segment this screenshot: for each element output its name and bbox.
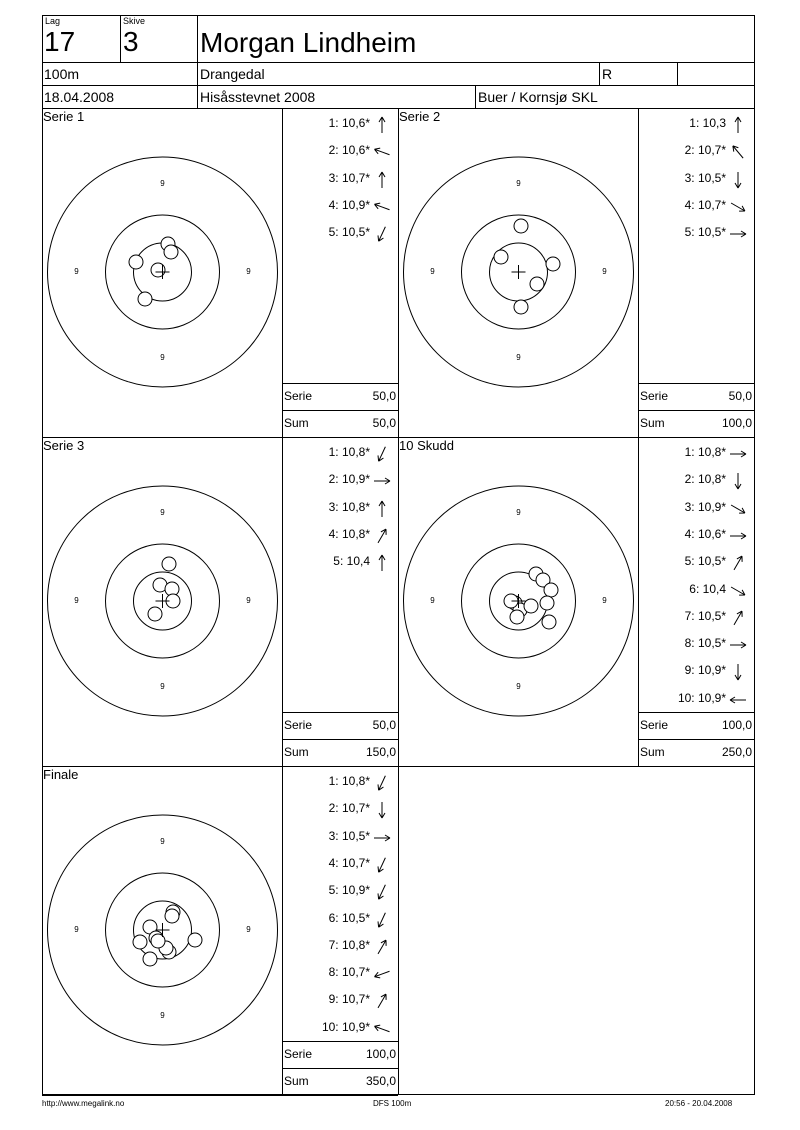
ring-number: 9: [430, 596, 435, 605]
shot-hole: [143, 952, 157, 966]
direction-arrow-icon: [728, 526, 748, 546]
distance: 100m: [44, 66, 80, 82]
shot-value: 5: 10,4: [333, 554, 370, 569]
shot-hole: [129, 255, 143, 269]
ring: [490, 243, 548, 301]
ring-number: 9: [74, 925, 79, 934]
direction-arrow-icon: [372, 499, 392, 519]
serie-label: Serie: [640, 718, 669, 732]
center-cross: [156, 265, 170, 279]
direction-arrow-icon: [372, 828, 392, 848]
direction-arrow-icon: [728, 170, 748, 190]
shot-value: 4: 10,6*: [684, 526, 726, 541]
center-cross: [156, 265, 170, 279]
shot-hole: [540, 596, 554, 610]
shot-value: 5: 10,5*: [684, 554, 726, 569]
ring: [490, 572, 548, 630]
ring-number: 9: [246, 267, 251, 276]
shot-hole: [524, 599, 538, 613]
footer-timestamp: 20:56 - 20.04.2008: [665, 1099, 733, 1108]
direction-arrow-icon: [372, 773, 392, 793]
ring: [134, 901, 192, 959]
shot-value: 4: 10,7*: [684, 197, 726, 212]
ring-number: 9: [602, 596, 607, 605]
class: R: [602, 66, 613, 82]
shot-hole: [530, 277, 544, 291]
direction-arrow-icon: [372, 197, 392, 217]
direction-arrow-icon: [372, 471, 392, 491]
direction-arrow-icon: [372, 800, 392, 820]
shot-value: 5: 10,5*: [684, 225, 726, 240]
shot-value: 2: 10,9*: [328, 472, 370, 487]
center-cross: [512, 594, 526, 608]
ring: [106, 873, 220, 987]
ring-number: 9: [160, 179, 165, 188]
shot-value: 3: 10,8*: [328, 499, 370, 514]
shot-hole: [161, 237, 175, 251]
panel-title: Serie 3: [43, 438, 85, 453]
shot-value: 3: 10,7*: [328, 170, 370, 185]
direction-arrow-icon: [372, 444, 392, 464]
direction-arrow-icon: [372, 910, 392, 930]
center-cross: [512, 265, 526, 279]
ring: [462, 544, 576, 658]
shot-hole: [151, 934, 165, 948]
direction-arrow-icon: [372, 526, 392, 546]
shot-hole: [188, 933, 202, 947]
direction-arrow-icon: [372, 170, 392, 190]
center-cross: [156, 594, 170, 608]
shot-hole: [544, 583, 558, 597]
sum-value: 50,0: [372, 416, 396, 430]
serie-value: 50,0: [372, 718, 396, 732]
ring-number: 9: [160, 353, 165, 362]
ring-number: 9: [516, 682, 521, 691]
serie-label: Serie: [640, 389, 669, 403]
direction-arrow-icon: [728, 499, 748, 519]
shot-hole: [510, 610, 524, 624]
shot-value: 9: 10,9*: [684, 663, 726, 678]
sum-value: 150,0: [365, 745, 396, 759]
ring: [404, 157, 634, 387]
serie-value: 100,0: [721, 718, 752, 732]
shot-value: 3: 10,5*: [328, 828, 370, 843]
direction-arrow-icon: [728, 608, 748, 628]
ring-number: 9: [516, 508, 521, 517]
serie-value: 50,0: [728, 389, 752, 403]
ring-number: 9: [516, 179, 521, 188]
ring: [404, 486, 634, 716]
ring: [134, 243, 192, 301]
shot-hole: [149, 931, 163, 945]
ring-number: 9: [246, 596, 251, 605]
ring: [462, 215, 576, 329]
shot-value: 10: 10,9*: [321, 1019, 370, 1034]
center-cross: [156, 923, 170, 937]
lag-label: Lag: [45, 16, 61, 26]
shot-hole: [536, 573, 550, 587]
ring: [48, 157, 278, 387]
direction-arrow-icon: [728, 444, 748, 464]
shot-hole: [164, 245, 178, 259]
serie-label: Serie: [284, 1047, 313, 1061]
shot-hole: [508, 596, 522, 610]
shot-value: 8: 10,5*: [684, 636, 726, 651]
panel-title: 10 Skudd: [399, 438, 454, 453]
shot-hole: [148, 607, 162, 621]
shot-hole: [166, 905, 180, 919]
shot-hole: [494, 250, 508, 264]
direction-arrow-icon: [372, 991, 392, 1011]
ring-number: 9: [602, 267, 607, 276]
direction-arrow-icon: [728, 690, 748, 710]
shot-hole: [165, 909, 179, 923]
center-cross: [156, 594, 170, 608]
shot-value: 5: 10,9*: [328, 883, 370, 898]
ring: [48, 815, 278, 1045]
shot-hole: [159, 941, 173, 955]
shot-value: 9: 10,7*: [328, 992, 370, 1007]
shot-value: 2: 10,7*: [684, 143, 726, 158]
ring-number: 9: [74, 596, 79, 605]
ring-number: 9: [430, 267, 435, 276]
shot-value: 5: 10,5*: [328, 225, 370, 240]
ring-number: 9: [160, 1011, 165, 1020]
shot-value: 4: 10,7*: [328, 855, 370, 870]
shot-value: 7: 10,5*: [684, 608, 726, 623]
shot-hole: [165, 582, 179, 596]
shot-hole: [153, 578, 167, 592]
shot-value: 2: 10,6*: [328, 143, 370, 158]
ring-number: 9: [160, 682, 165, 691]
direction-arrow-icon: [728, 115, 748, 135]
direction-arrow-icon: [372, 224, 392, 244]
shot-value: 1: 10,8*: [328, 445, 370, 459]
ring-number: 9: [246, 925, 251, 934]
ring: [134, 572, 192, 630]
direction-arrow-icon: [372, 937, 392, 957]
sum-label: Sum: [640, 745, 665, 759]
skive-label: Skive: [123, 16, 146, 26]
location: Buer / Kornsjø SKL: [478, 89, 598, 105]
ring: [106, 544, 220, 658]
direction-arrow-icon: [728, 553, 748, 573]
shot-value: 6: 10,5*: [328, 910, 370, 925]
shot-hole: [542, 615, 556, 629]
shot-value: 1: 10,3: [689, 116, 726, 130]
direction-arrow-icon: [728, 142, 748, 162]
shot-value: 2: 10,8*: [684, 472, 726, 487]
sum-label: Sum: [284, 1074, 309, 1088]
direction-arrow-icon: [372, 882, 392, 902]
direction-arrow-icon: [372, 142, 392, 162]
sum-label: Sum: [640, 416, 665, 430]
serie-value: 50,0: [372, 389, 396, 403]
sum-label: Sum: [284, 416, 309, 430]
panel-title: Finale: [43, 767, 79, 782]
direction-arrow-icon: [728, 471, 748, 491]
serie-label: Serie: [284, 718, 313, 732]
ring: [106, 215, 220, 329]
direction-arrow-icon: [372, 553, 392, 573]
ring-number: 9: [516, 353, 521, 362]
date: 18.04.2008: [44, 89, 115, 105]
shooter-name: Morgan Lindheim: [200, 27, 417, 58]
footer-center: DFS 100m: [373, 1099, 412, 1108]
direction-arrow-icon: [372, 855, 392, 875]
shot-hole: [514, 300, 528, 314]
shot-hole: [151, 263, 165, 277]
shot-value: 1: 10,8*: [684, 445, 726, 459]
direction-arrow-icon: [728, 662, 748, 682]
shot-hole: [162, 557, 176, 571]
skive-value: 3: [123, 26, 139, 57]
shot-value: 4: 10,8*: [328, 526, 370, 541]
shot-hole: [529, 567, 543, 581]
center-cross: [156, 923, 170, 937]
shot-value: 2: 10,7*: [328, 801, 370, 816]
ring: [48, 486, 278, 716]
shot-value: 7: 10,8*: [328, 937, 370, 952]
serie-label: Serie: [284, 389, 313, 403]
event: Hisåsstevnet 2008: [200, 89, 316, 105]
serie-value: 100,0: [365, 1047, 396, 1061]
lag-value: 17: [44, 26, 76, 57]
direction-arrow-icon: [728, 581, 748, 601]
shot-hole: [162, 945, 176, 959]
footer-url: http://www.megalink.no: [42, 1099, 125, 1108]
direction-arrow-icon: [372, 964, 392, 984]
shot-hole: [138, 292, 152, 306]
ring-number: 9: [74, 267, 79, 276]
direction-arrow-icon: [728, 197, 748, 217]
shot-value: 10: 10,9*: [677, 690, 726, 705]
shot-value: 6: 10,4: [689, 581, 726, 596]
sum-value: 350,0: [365, 1074, 396, 1088]
sum-label: Sum: [284, 745, 309, 759]
shot-hole: [546, 257, 560, 271]
shot-value: 8: 10,7*: [328, 965, 370, 980]
shot-value: 3: 10,5*: [684, 170, 726, 185]
sum-value: 250,0: [721, 745, 752, 759]
panel-title: Serie 1: [43, 109, 85, 124]
direction-arrow-icon: [372, 1019, 392, 1039]
shot-value: 1: 10,8*: [328, 774, 370, 788]
shot-value: 4: 10,9*: [328, 197, 370, 212]
shot-hole: [143, 920, 157, 934]
direction-arrow-icon: [728, 635, 748, 655]
sum-value: 100,0: [721, 416, 752, 430]
shot-hole: [514, 219, 528, 233]
shot-hole: [133, 935, 147, 949]
ring-number: 9: [160, 837, 165, 846]
shot-value: 3: 10,9*: [684, 499, 726, 514]
shot-hole: [504, 594, 518, 608]
shot-hole: [513, 603, 527, 617]
center-cross: [512, 594, 526, 608]
center-cross: [512, 265, 526, 279]
shot-hole: [166, 594, 180, 608]
panel-title: Serie 2: [399, 109, 441, 124]
direction-arrow-icon: [728, 224, 748, 244]
direction-arrow-icon: [372, 115, 392, 135]
ring-number: 9: [160, 508, 165, 517]
shot-value: 1: 10,6*: [328, 116, 370, 130]
club: Drangedal: [200, 66, 265, 82]
